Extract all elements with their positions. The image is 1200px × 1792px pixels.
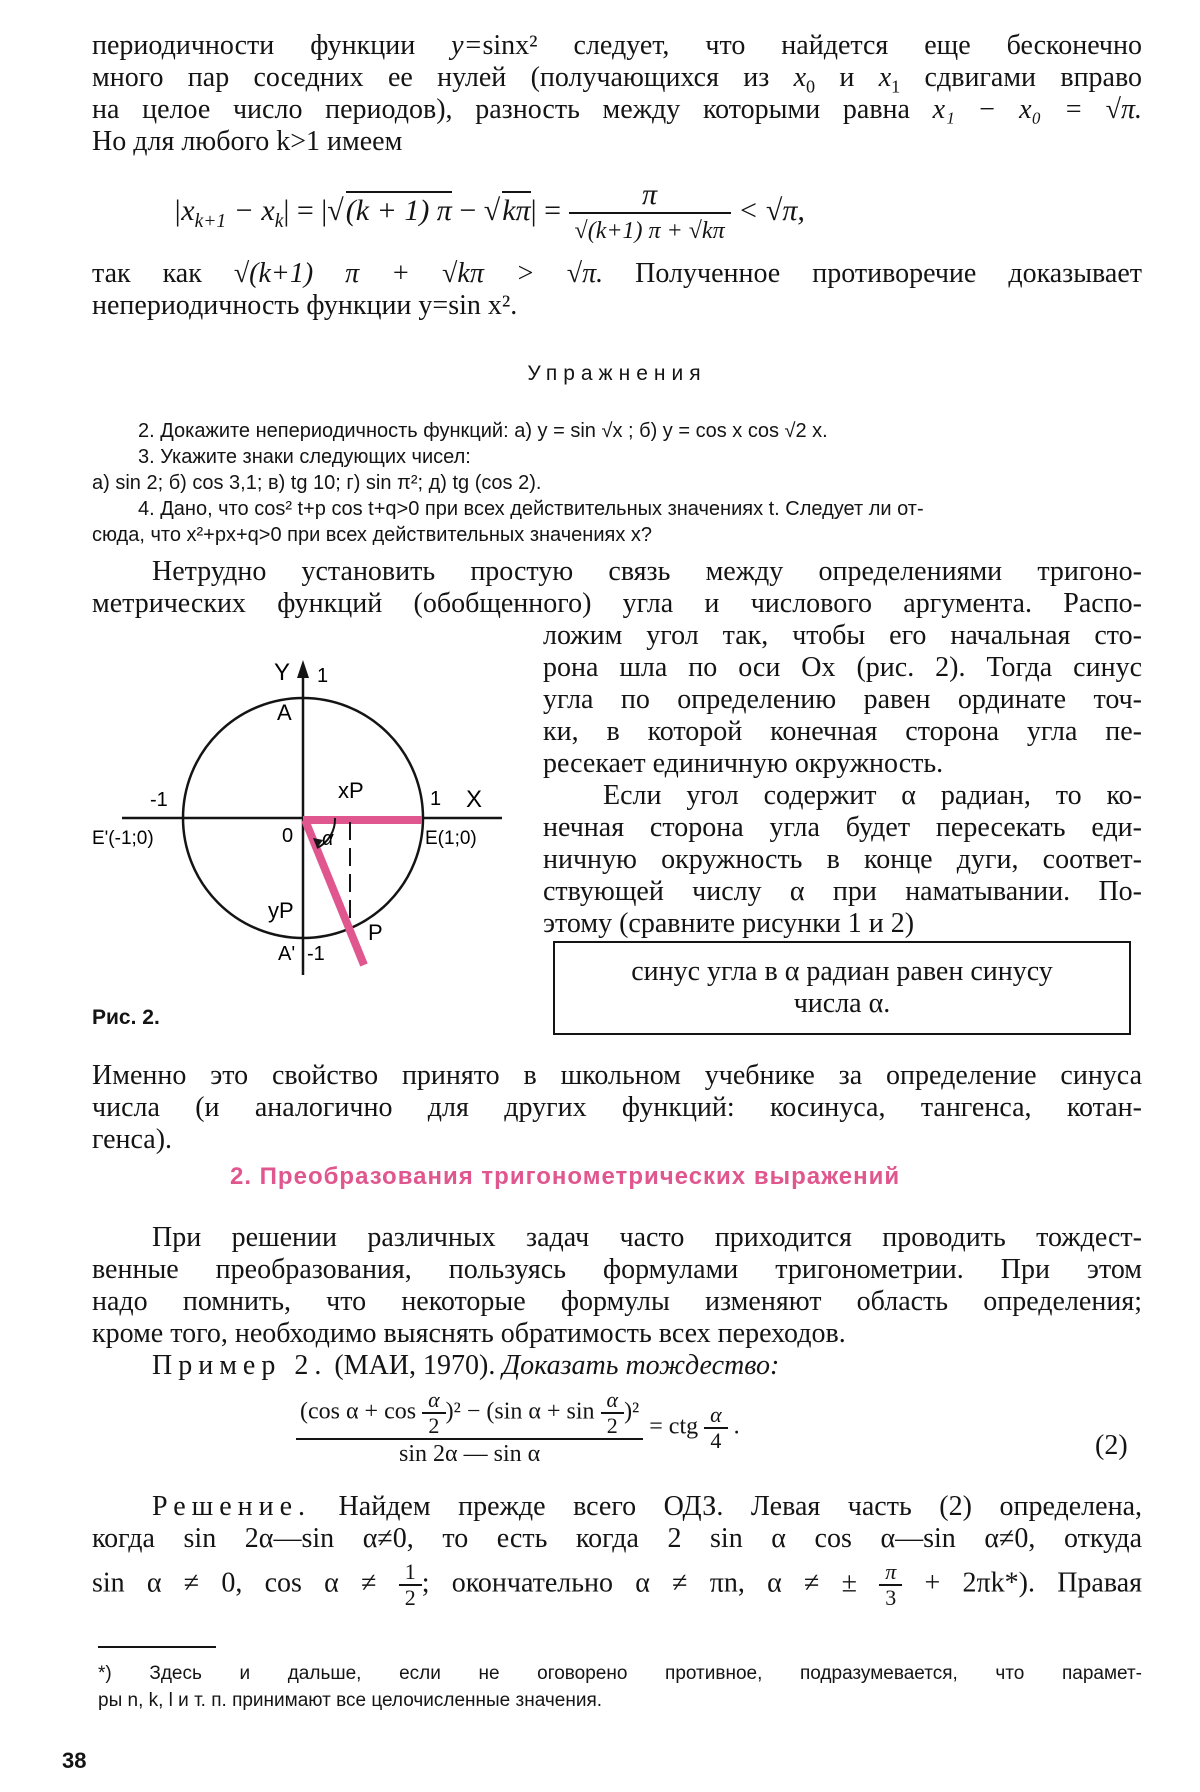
footnote-line: ры n, k, l и т. п. принимают все целочисленные значения. — [98, 1690, 603, 1711]
pi-third — [879, 1560, 902, 1610]
intro-line-3 — [92, 94, 1142, 126]
para4-line-1: При решении различных задач часто приходится проводить тождест- — [152, 1222, 1142, 1253]
para2-right-line: Если угол содержит α радиан, то ко- — [603, 780, 1142, 811]
alpha-quarter — [704, 1403, 728, 1453]
after-formula-line-2: непериодичность функции y=sin x². — [92, 290, 518, 321]
para2-right-line: ствующей числу α при наматывании. По- — [543, 876, 1142, 907]
para2-line-2: метрических функций (обобщенного) угла и числового аргумента. Распо- — [92, 588, 1142, 619]
intro-line-4: Но для любого k>1 имеем — [92, 126, 403, 157]
intro-text: периодичности функции — [92, 30, 452, 61]
solution-text: Найдем прежде всего ОДЗ. Левая часть (2) определена, — [311, 1491, 1142, 1522]
equation-number: (2) — [1095, 1430, 1128, 1461]
para3-line-1: Именно это свойство принято в школьном учебнике за определение синуса — [92, 1060, 1142, 1091]
exercise-item: 2. Докажите непериодичность функций: а) y = sin √x ; б) y = cos x cos √2 x. — [138, 420, 828, 442]
fraction — [569, 178, 731, 248]
formula-sub: k+1 — [194, 210, 227, 232]
formula-part: − x — [226, 193, 275, 227]
label-xp: xP — [338, 778, 364, 803]
formula-part: | = — [530, 193, 569, 227]
example-task: Доказать тождество: — [502, 1350, 780, 1381]
definition-line: числа α. — [793, 988, 891, 1019]
after-text: так как — [92, 258, 234, 289]
formula-difference — [173, 178, 805, 248]
exercise-item: 3. Укажите знаки следующих чисел: — [138, 446, 471, 468]
frac-n: α — [704, 1403, 728, 1429]
intro-text: на целое число периодов), разность между которыми равна — [92, 94, 933, 125]
label-P: P — [368, 920, 383, 945]
frac-d: 3 — [885, 1585, 897, 1610]
para2-right-column — [543, 620, 1142, 940]
page-number: 38 — [62, 1748, 87, 1773]
solution-text: ; окончательно α ≠ πn, α ≠ ± — [421, 1567, 880, 1599]
footnote — [98, 1660, 1142, 1714]
para4-line-4: кроме того, необходимо выяснять обратимость всех переходов. — [92, 1318, 846, 1349]
exercises-title: Упражнения — [527, 362, 707, 385]
radicand: (k + 1) π — [346, 191, 452, 228]
label-A: A — [277, 700, 292, 725]
numerator-part: )² — [624, 1398, 640, 1425]
frac-d: 2 — [404, 1585, 416, 1610]
fraction-denominator: √(k+1) π + √kπ — [574, 218, 725, 244]
frac-n: π — [879, 1560, 902, 1586]
radicand: kπ — [502, 191, 530, 228]
solution-text: sin α ≠ 0, cos α ≠ — [92, 1567, 399, 1599]
formula-part: < √π, — [730, 193, 805, 227]
formula-sub: k — [274, 210, 284, 232]
intro-func: y= — [451, 30, 483, 61]
para2-right-line: ложим угол так, чтобы его начальная сто- — [543, 620, 1142, 651]
label-one-top: 1 — [317, 665, 329, 687]
definition-box — [553, 941, 1131, 1035]
identity-denominator: sin 2α — sin α — [399, 1441, 541, 1467]
label-one-right: 1 — [430, 788, 442, 810]
frac-d: 2 — [428, 1413, 440, 1438]
formula-part: | = | — [283, 193, 328, 227]
formula-identity — [296, 1388, 740, 1468]
label-minus-one-left: -1 — [150, 789, 168, 811]
exercise-item: сюда, что x²+px+q>0 при всех действительных значениях x? — [92, 524, 652, 546]
intro-text: и — [815, 62, 879, 93]
para2-line-1: Нетрудно установить простую связь между определениями тригоно- — [152, 556, 1142, 587]
example-label: Пример 2. — [152, 1350, 328, 1381]
label-minus-one-bottom: -1 — [307, 943, 325, 965]
ctg-label: = ctg — [643, 1413, 705, 1440]
solution-text: + 2πk*). Правая — [902, 1567, 1143, 1599]
example-source: (МАИ, 1970). — [327, 1350, 503, 1381]
intro-line-2 — [92, 62, 1143, 97]
label-yp: yP — [268, 898, 294, 923]
para2-right-line: угла по определению равен ординате точ- — [543, 684, 1142, 715]
frac-n: α — [422, 1388, 446, 1414]
var-x1-sub: 1 — [891, 76, 901, 97]
example-line — [92, 1350, 1142, 1382]
sqrt-icon: √ — [327, 193, 344, 227]
label-x: X — [466, 786, 483, 813]
intro-expr: x₁ − x₀ = √π. — [932, 94, 1143, 125]
solution-label: Решение. — [152, 1491, 312, 1522]
after-expr: √(k+1) π + √kπ > √π. — [233, 258, 604, 289]
unit-circle-figure — [92, 650, 512, 980]
formula-dot: . — [727, 1413, 740, 1440]
para2-right-line: ничную окружность в конце дуги, соответ- — [543, 844, 1142, 875]
identity-numerator — [296, 1388, 643, 1440]
para2-right-line: рона шла по оси Ox (рис. 2). Тогда синус — [543, 652, 1142, 683]
frac-n: α — [601, 1388, 625, 1414]
frac-d: 4 — [710, 1428, 722, 1453]
fraction-numerator: π — [569, 178, 731, 214]
para2-right-line: нечная сторона угла будет пересекать еди- — [543, 812, 1142, 843]
frac-n: 1 — [399, 1560, 422, 1586]
label-E-prime: E'(-1;0) — [92, 828, 154, 849]
section-title: 2. Преобразования тригонометрических выражений — [230, 1163, 901, 1190]
para2-right-line: ки, в которой конечная сторона угла пе- — [543, 716, 1142, 747]
solution-line-2: когда sin 2α—sin α≠0, то есть когда 2 sin α cos α—sin α≠0, откуда — [92, 1523, 1142, 1554]
figure-caption: Рис. 2. — [92, 1006, 160, 1029]
para4-line-2: венные преобразования, пользуясь формулами тригонометрии. При этом — [92, 1254, 1142, 1285]
label-alpha: α — [322, 828, 334, 850]
exercise-item: 4. Дано, что cos² t+p cos t+q>0 при всех действительных значениях t. Следует ли от- — [138, 498, 924, 520]
intro-text: sinx² следует, что найдется еще бесконечно — [482, 30, 1142, 61]
identity-fraction — [296, 1388, 643, 1468]
intro-text: сдвигами вправо — [900, 62, 1143, 93]
alpha-half — [601, 1388, 625, 1438]
var-x0-sub: 0 — [806, 76, 816, 97]
y-axis-arrow-icon — [297, 660, 309, 678]
numerator-part: (cos α + cos — [300, 1398, 423, 1425]
intro-line-1 — [92, 30, 1142, 62]
intro-text: много пар соседних ее нулей (получающихся из — [92, 62, 794, 93]
definition-line: синус угла в α радиан равен синусу — [631, 956, 1053, 987]
var-x1: x — [878, 62, 892, 93]
footnote-line: *) Здесь и дальше, если не оговорено противное, подразумевается, что парамет- — [98, 1663, 1142, 1684]
solution-line-1 — [92, 1491, 1142, 1523]
para2-right-line: ресекает единичную окружность. — [543, 748, 944, 779]
label-y: Y — [274, 659, 291, 686]
after-text: Полученное противоречие доказывает — [603, 258, 1142, 289]
exercise-item: а) sin 2; б) cos 3,1; в) tg 10; г) sin π²; д) tg (cos 2). — [92, 472, 542, 494]
alpha-half — [422, 1388, 446, 1438]
after-formula-line-1 — [92, 258, 1142, 290]
solution-line-3 — [92, 1560, 1142, 1610]
var-x0: x — [793, 62, 807, 93]
one-half — [399, 1560, 422, 1610]
formula-part: |x — [173, 193, 195, 227]
label-E: E(1;0) — [425, 828, 477, 849]
footnote-rule — [98, 1646, 216, 1648]
para2-right-line: этому (сравните рисунки 1 и 2) — [543, 908, 915, 939]
label-A-prime: A' — [278, 943, 296, 965]
sqrt-icon: √ — [483, 193, 501, 227]
frac-d: 2 — [606, 1413, 618, 1438]
para3-line-3: генса). — [92, 1124, 173, 1155]
para3-line-2: числа (и аналогично для других функций: косинуса, тангенса, котан- — [92, 1092, 1142, 1123]
numerator-part: )² − (sin α + sin — [445, 1398, 601, 1425]
label-origin: 0 — [282, 825, 294, 847]
para4-line-3: надо помнить, что некоторые формулы изменяют область определения; — [92, 1286, 1142, 1317]
formula-part: − — [451, 193, 484, 227]
